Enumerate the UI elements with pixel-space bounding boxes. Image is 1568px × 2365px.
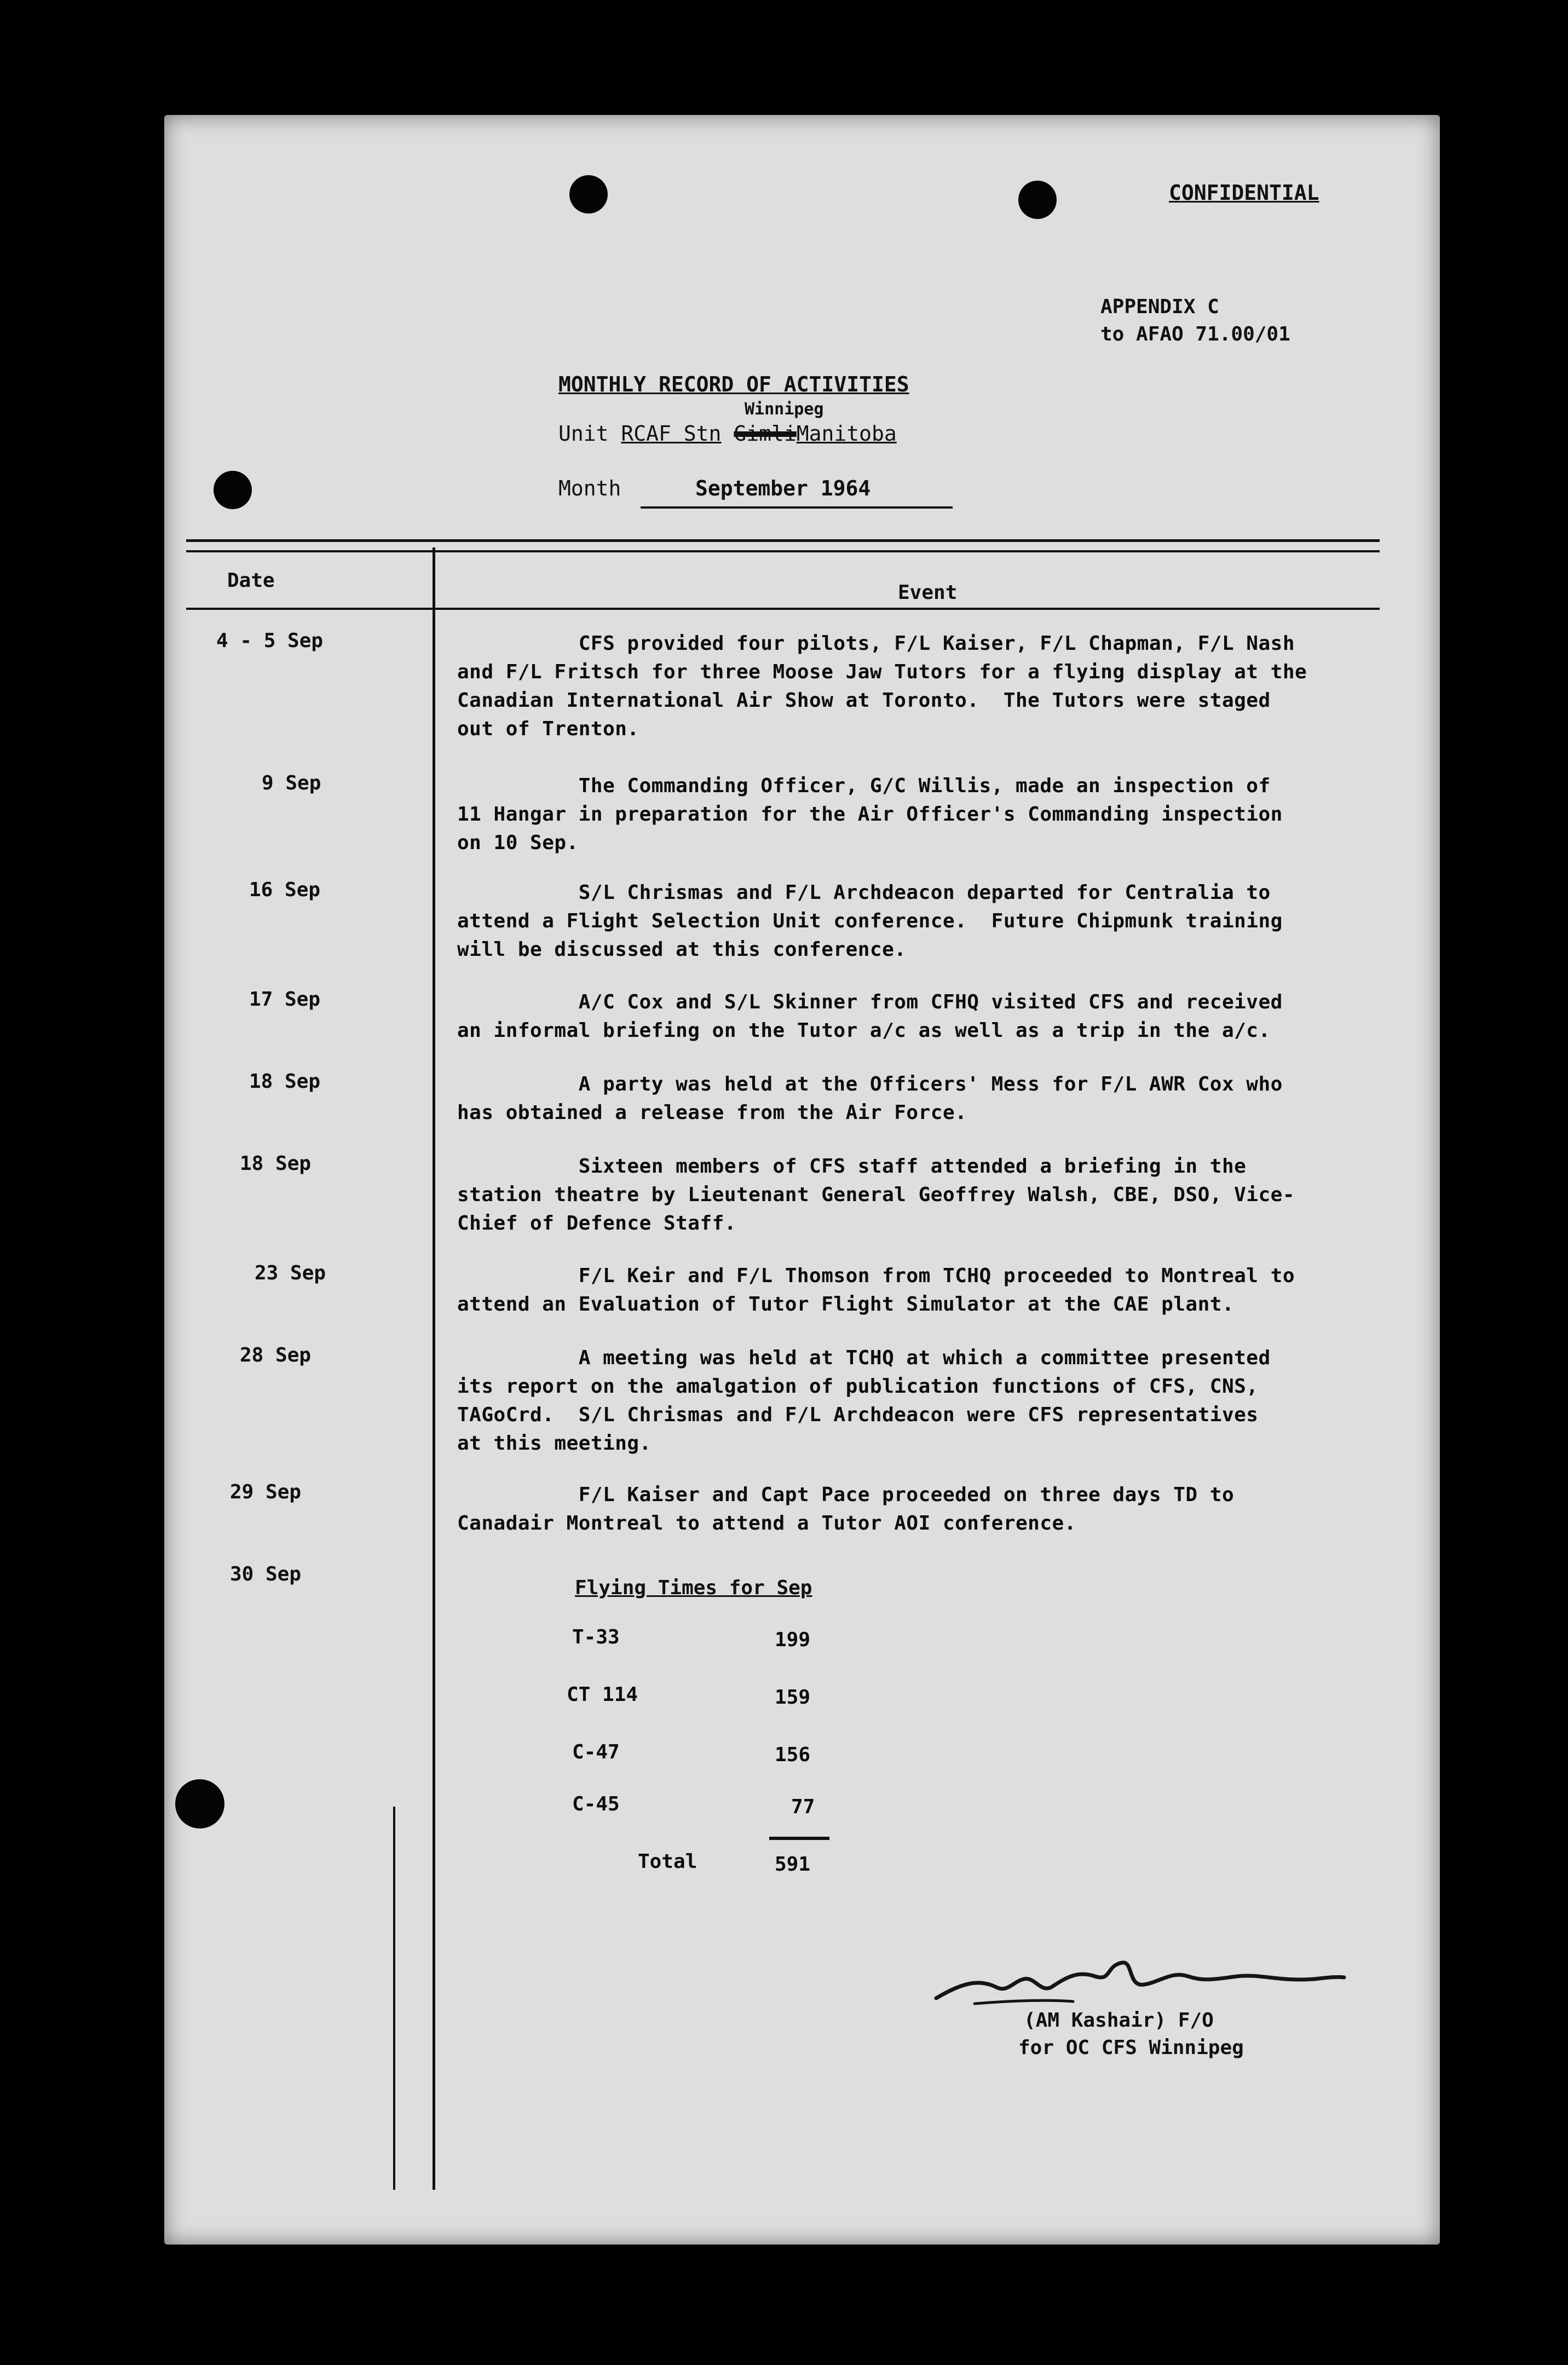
table-top-rule <box>186 539 1380 542</box>
left-margin-rule <box>393 1807 395 2190</box>
flying-hours: 77 <box>791 1796 815 1818</box>
row-date: 9 Sep <box>262 772 321 794</box>
unit-suffix: Manitoba <box>796 422 897 446</box>
unit-prefix: RCAF Stn <box>621 422 722 446</box>
row-date: 16 Sep <box>249 879 321 901</box>
flying-type: C-45 <box>572 1793 620 1815</box>
row-event: S/L Chrismas and F/L Archdeacon departed for Centralia to attend a Flight Selection Unit conference. Future Chipmunk training will be discussed at this conference. <box>457 881 1283 961</box>
total-label: Total <box>638 1850 697 1873</box>
row-date: 4 - 5 Sep <box>216 630 324 652</box>
signature-name: (AM Kashair) F/O <box>1024 2009 1214 2032</box>
row-event: A meeting was held at TCHQ at which a committee presented its report on the amalgation of publication functions of CFS, CNS, TAGoCrd. S/L Chrismas and F/L Archdeacon were CFS representatives at this meeting. <box>457 1347 1271 1455</box>
punch-hole <box>175 1779 224 1828</box>
row-event: Sixteen members of CFS staff attended a briefing in the station theatre by Lieutenant General Geoffrey Walsh, CBE, DSO, Vice- Chief of Defence Staff. <box>457 1155 1295 1235</box>
row-event: F/L Kaiser and Capt Pace proceeded on three days TD to Canadair Montreal to attend a Tutor AOI conference. <box>457 1484 1235 1535</box>
row-date: 23 Sep <box>255 1262 326 1284</box>
unit-line <box>558 422 897 446</box>
date-column-divider <box>433 547 435 2190</box>
header-bottom-rule <box>186 608 1380 610</box>
flying-hours: 159 <box>775 1686 811 1709</box>
row-date: 28 Sep <box>240 1344 312 1366</box>
row-event: A party was held at the Officers' Mess for F/L AWR Cox who has obtained a release from the Air Force. <box>457 1073 1283 1124</box>
row-date: 17 Sep <box>249 988 321 1011</box>
flying-hours: 156 <box>775 1744 811 1766</box>
row-event: CFS provided four pilots, F/L Kaiser, F/L Chapman, F/L Nash and F/L Fritsch for three Moose Jaw Tutors for a flying display at the Canadian International Air Show at Toronto. The Tutors were staged out of Trenton. <box>457 632 1307 740</box>
flying-type: CT 114 <box>567 1683 638 1706</box>
event-column-header: Event <box>898 581 958 604</box>
appendix-line-1: APPENDIX C <box>1100 296 1219 318</box>
row-date: 18 Sep <box>249 1070 321 1093</box>
unit-struck: Gimli <box>734 422 797 446</box>
row-date: 18 Sep <box>240 1152 312 1175</box>
punch-hole <box>214 471 252 509</box>
row-date: 29 Sep <box>230 1481 302 1503</box>
unit-label: Unit <box>558 422 609 446</box>
date-column-header: Date <box>227 569 275 592</box>
flying-times-title: Flying Times for Sep <box>575 1577 812 1599</box>
table-top-rule-2 <box>186 550 1380 552</box>
flying-type: T-33 <box>572 1626 620 1648</box>
total-value: 591 <box>775 1853 811 1876</box>
row-event: A/C Cox and S/L Skinner from CFHQ visited CFS and received an informal briefing on the Tutor a/c as well as a trip in the a/c. <box>457 991 1283 1042</box>
flying-type: C-47 <box>572 1741 620 1763</box>
punch-hole <box>569 175 608 214</box>
row-event: The Commanding Officer, G/C Willis, made an inspection of 11 Hangar in preparation for the Air Officer's Commanding inspection on 10 Sep. <box>457 775 1283 854</box>
month-label: Month <box>558 476 621 500</box>
row-date: 30 Sep <box>230 1563 302 1585</box>
month-underline <box>641 506 953 509</box>
unit-inserted-text: Winnipeg <box>745 400 824 419</box>
total-rule <box>769 1837 829 1840</box>
signature-for: for OC CFS Winnipeg <box>1018 2037 1244 2059</box>
appendix-line-2: to AFAO 71.00/01 <box>1100 323 1290 345</box>
classification-marking: CONFIDENTIAL <box>1169 181 1319 205</box>
punch-hole <box>1018 181 1057 219</box>
page-title: MONTHLY RECORD OF ACTIVITIES <box>558 372 909 396</box>
row-event: F/L Keir and F/L Thomson from TCHQ proceeded to Montreal to attend an Evaluation of Tutor Flight Simulator at the CAE plant. <box>457 1265 1295 1316</box>
flying-hours: 199 <box>775 1629 811 1651</box>
month-value: September 1964 <box>695 476 871 500</box>
